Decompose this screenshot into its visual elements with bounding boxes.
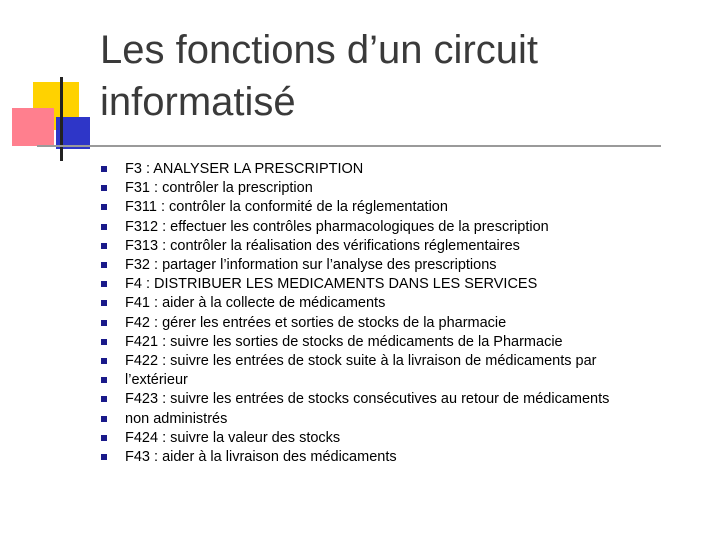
bullet-item: F311 : contrôler la conformité de la réglementation bbox=[125, 198, 685, 217]
bullet-item: F4 : DISTRIBUER LES MEDICAMENTS DANS LES SERVICES bbox=[125, 275, 685, 294]
bullet-item: F32 : partager l’information sur l’analyse des prescriptions bbox=[125, 256, 685, 275]
bullet-item: F424 : suivre la valeur des stocks bbox=[125, 429, 685, 448]
bullet-item: F423 : suivre les entrées de stocks consécutives au retour de médicaments bbox=[125, 390, 685, 409]
slide-title-line-2: informatisé bbox=[100, 80, 296, 124]
bullet-item: F41 : aider à la collecte de médicaments bbox=[125, 294, 685, 313]
bullet-item: F312 : effectuer les contrôles pharmacologiques de la prescription bbox=[125, 218, 685, 237]
bullet-list bbox=[125, 160, 685, 467]
bullet-item: F42 : gérer les entrées et sorties de stocks de la pharmacie bbox=[125, 314, 685, 333]
slide-title bbox=[100, 24, 700, 128]
slide-title-line-1: Les fonctions d’un circuit bbox=[100, 28, 539, 72]
bullet-item: l’extérieur bbox=[125, 371, 685, 390]
bullet-item: non administrés bbox=[125, 410, 685, 429]
bullet-item: F31 : contrôler la prescription bbox=[125, 179, 685, 198]
bullet-item: F43 : aider à la livraison des médicaments bbox=[125, 448, 685, 467]
bullet-item: F3 : ANALYSER LA PRESCRIPTION bbox=[125, 160, 685, 179]
bullet-item: F422 : suivre les entrées de stock suite à la livraison de médicaments par bbox=[125, 352, 685, 371]
title-divider bbox=[37, 145, 661, 147]
bullet-item: F313 : contrôler la réalisation des vérifications réglementaires bbox=[125, 237, 685, 256]
decorative-pink-square bbox=[12, 108, 54, 146]
bullet-item: F421 : suivre les sorties de stocks de médicaments de la Pharmacie bbox=[125, 333, 685, 352]
decorative-vertical-line bbox=[60, 77, 63, 161]
